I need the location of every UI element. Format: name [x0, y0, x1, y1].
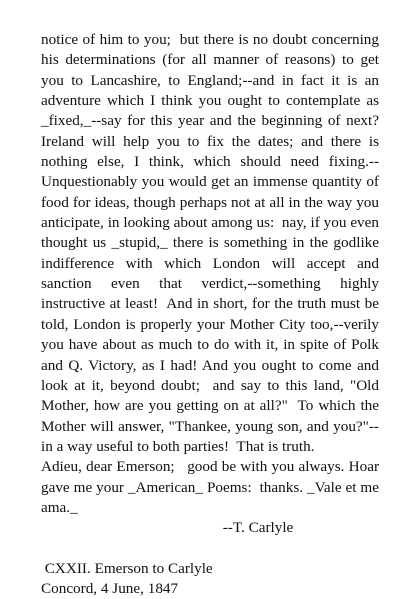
letter-signature: --T. Carlyle	[222, 519, 294, 537]
section-gap	[41, 539, 379, 559]
letter-body: notice of him to you; but there is no doubt concerning his determinations (for all manner of reasons) to get you to Lancashire, to England;--and in fact it is an adventure which I think you ought to contemplate as _fixed,_--say for this year and the beginning of next? Ireland will help you to fix the dates; and there is nothing else, I think, which should need fixing.--Unquestionably you would get an immense quantity of food for ideas, though perhaps not at all in the way you anticipate, in looking about among us: nay, if you even thought us _stupid,_ there is something in the godlike indifference with which London will accept and sanction even that verdict,--something highly instructive at least! And in short, for the truth must be told, London is properly your Mother City too,--verily you have about as much to do with it, in spite of Polk and Q. Victory, as I had! And you ought to come and look at it, beyond doubt; and say to this land, "Old Mother, how are you getting on at all?" To which the Mother will answer, "Thankee, young son, and you?"--in a way useful to both parties! That is truth.	[41, 31, 383, 455]
letter-closing: Adieu, dear Emerson; good be with you always. Hoar gave me your _American_ Poems: thanks. _Vale et me ama._	[41, 458, 383, 516]
next-letter-title: CXXII. Emerson to Carlyle	[41, 559, 213, 577]
document-page	[41, 30, 383, 599]
next-letter-place-date: Concord, 4 June, 1847	[41, 579, 179, 597]
